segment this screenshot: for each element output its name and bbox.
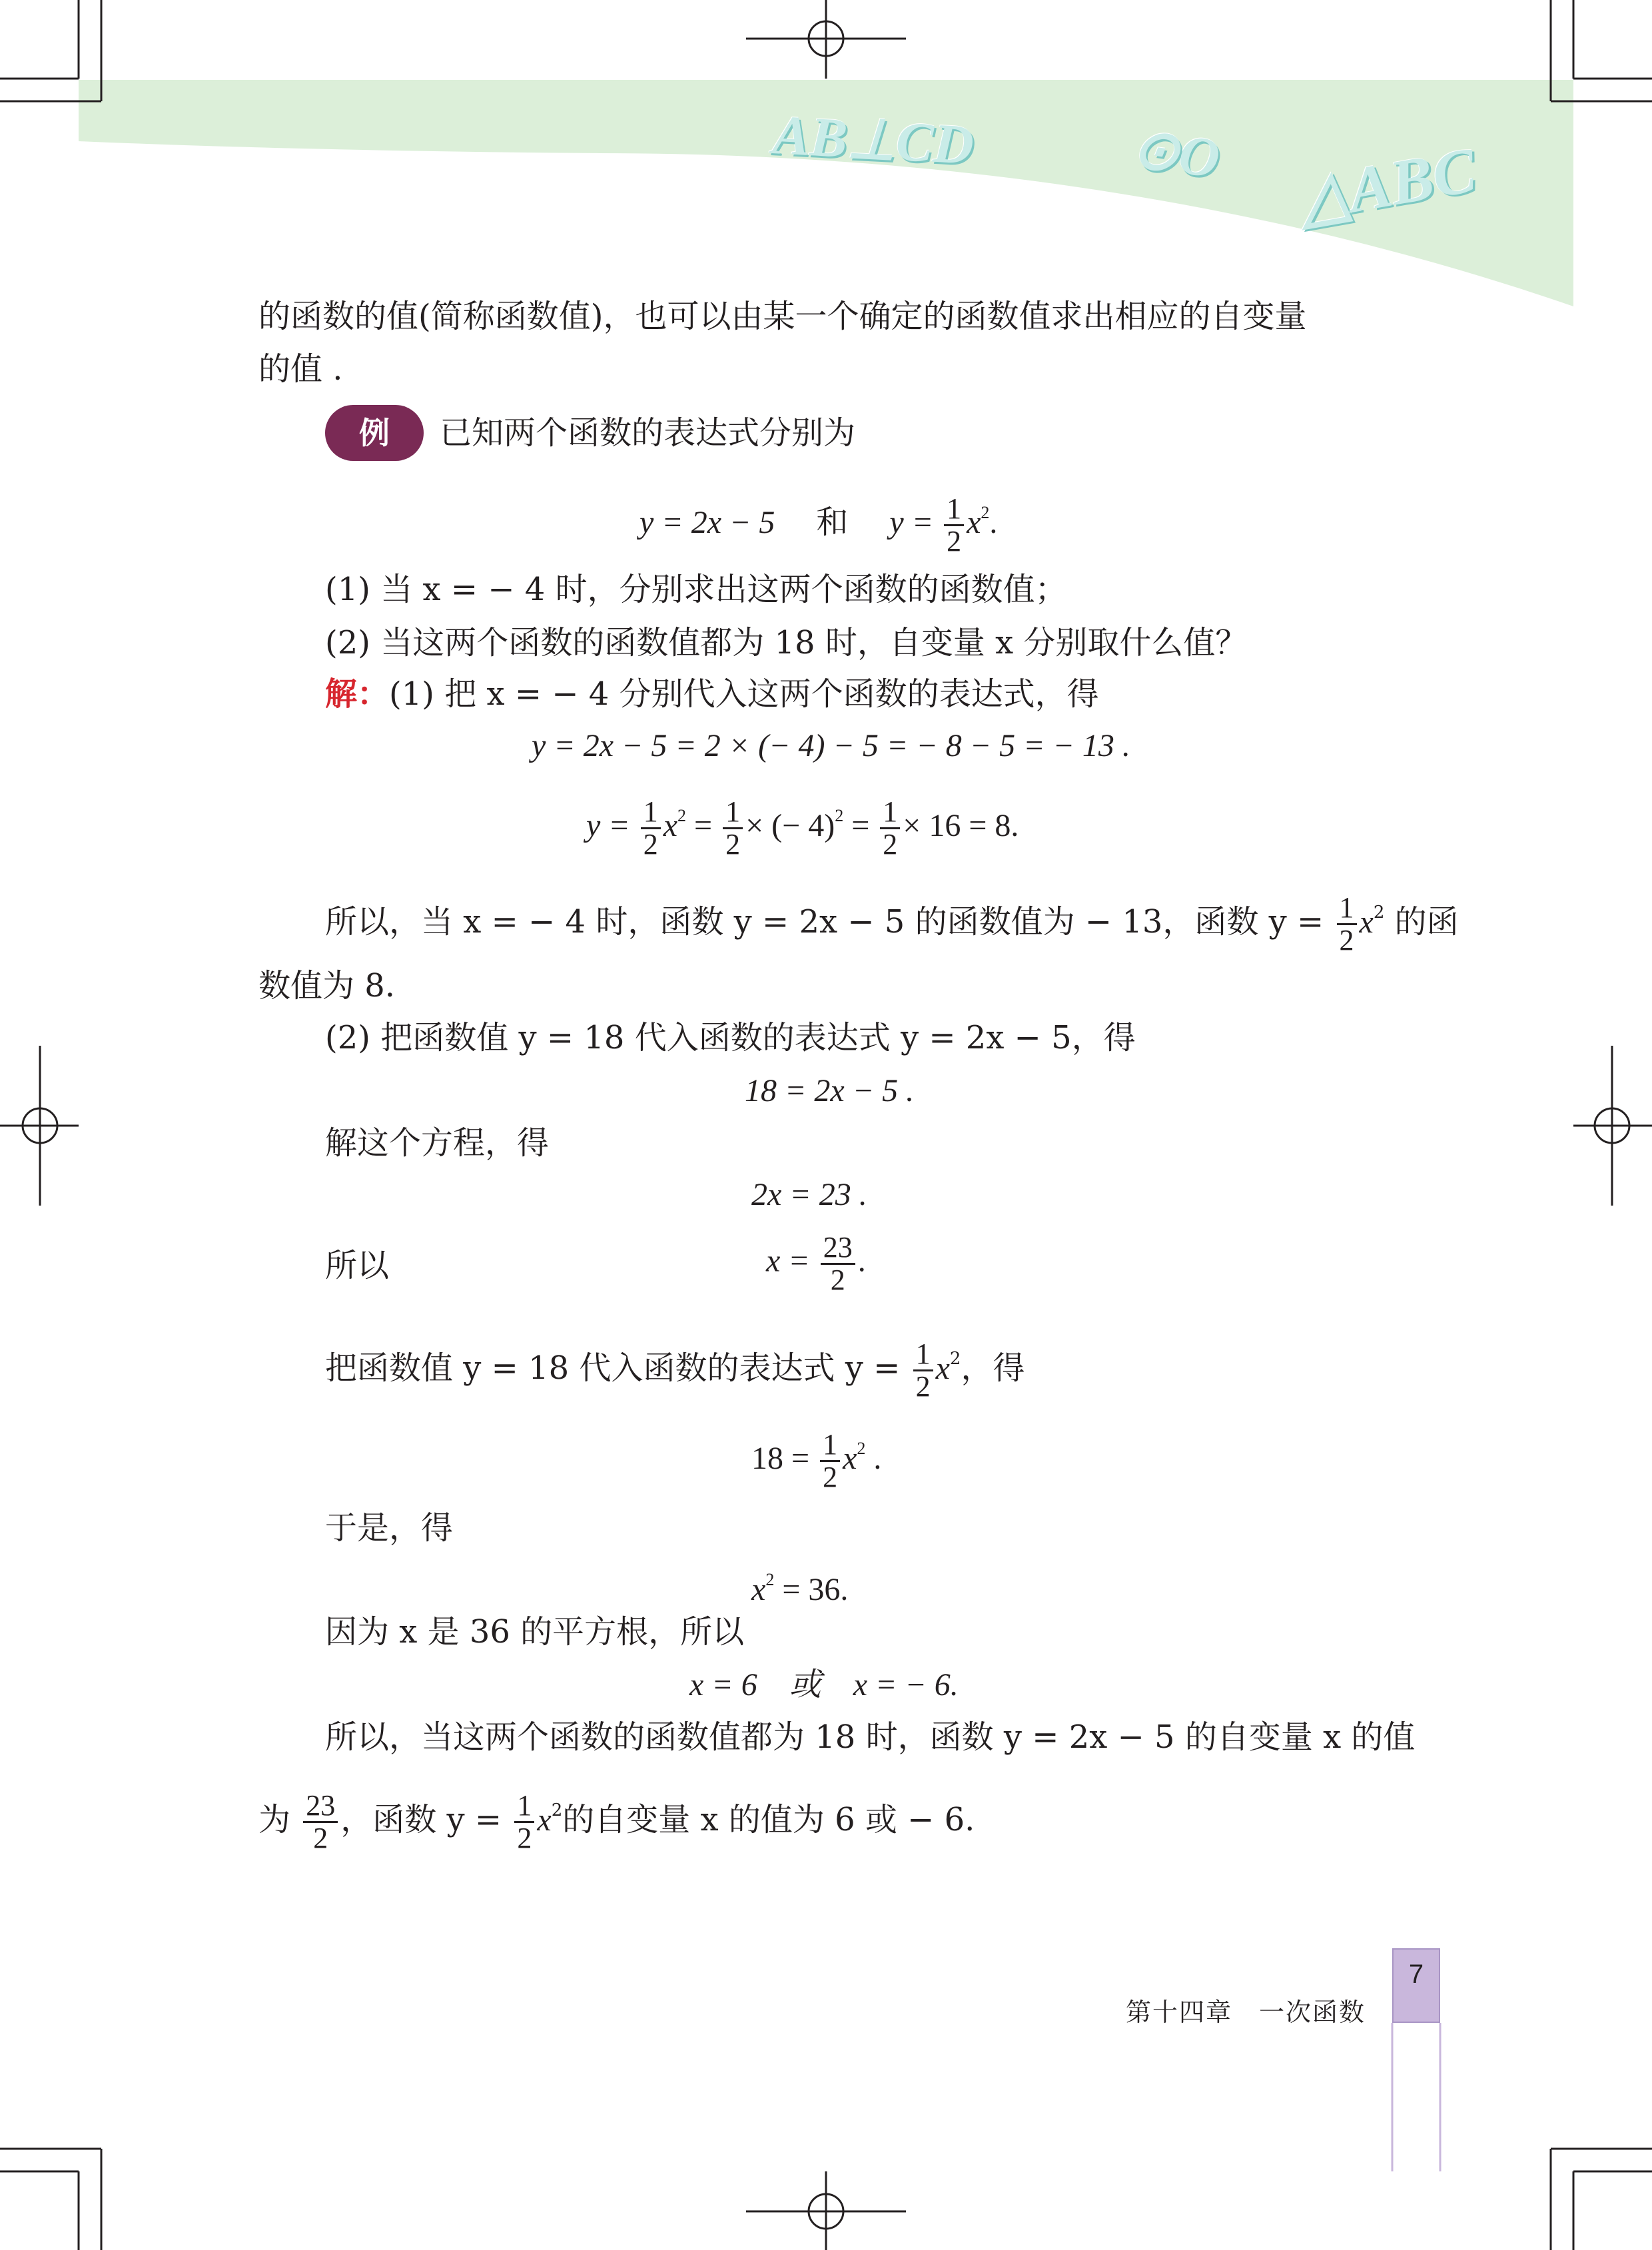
numerator: 1 — [723, 797, 743, 829]
equation-4 — [751, 1560, 848, 1610]
calc-linear: y = 2x − 5 = 2 × (− 4) − 5 = − 8 − 5 = − 13 . — [532, 728, 1130, 763]
question-2: (2) 当这两个函数的函数值都为 18 时，自变量 x 分别取什么值？ — [325, 624, 1248, 661]
conclusion-1-tail: 的函 — [1394, 903, 1459, 940]
solution-step-2: (2) 把函数值 y = 18 代入函数的表达式 y = 2x − 5，得 — [325, 1019, 1136, 1056]
intro-line-1: 的函数的值(简称函数值)，也可以由某一个确定的函数值求出相应的自变量 — [258, 298, 1307, 335]
substitute-text: 把函数值 y = 18 代入函数的表达式 y = — [325, 1349, 901, 1387]
question-1: (1) 当 x = − 4 时，分别求出这两个函数的函数值； — [325, 571, 1067, 608]
numerator: 1 — [820, 1429, 840, 1462]
fraction-half — [723, 797, 743, 860]
exponent: 2 — [765, 1570, 775, 1589]
denominator: 2 — [830, 1264, 845, 1296]
fraction-half — [880, 797, 900, 860]
denominator: 2 — [313, 1822, 328, 1854]
deco-triangle: △ABC — [1294, 133, 1481, 235]
function-definitions: y = 2x − 5 和 y = $\frac{1}{2}$ $x^2$. — [639, 492, 998, 558]
fraction-23-2 — [303, 1790, 338, 1854]
exponent: 2 — [857, 1439, 866, 1458]
equation-3: 18 = $\frac{1}{2}$ $x^2$ . — [751, 1428, 882, 1494]
then-text: 于是，得 — [325, 1509, 454, 1547]
denominator: 2 — [517, 1822, 532, 1854]
y-equals: y = — [586, 808, 630, 843]
x-var: x — [967, 505, 981, 540]
numerator: 1 — [913, 1339, 933, 1371]
fraction-half — [514, 1790, 534, 1854]
final-conclusion-continued — [258, 1790, 975, 1854]
because-text: 因为 x 是 36 的平方根，所以 — [325, 1613, 745, 1651]
fraction-half — [944, 494, 964, 557]
substitute-quadratic — [325, 1339, 1025, 1402]
solve-text: 解这个方程，得 — [325, 1124, 550, 1162]
func-a: y = 2x − 5 — [639, 505, 775, 540]
numerator: 1 — [514, 1790, 534, 1823]
x-equals: x = — [766, 1243, 810, 1279]
numerator: 23 — [821, 1232, 855, 1265]
equation-1: 18 = 2x − 5 . — [745, 1073, 915, 1108]
x-var: x — [537, 1802, 552, 1838]
x-result: x = $\frac{23}{2}$ . — [766, 1231, 866, 1296]
conclusion-1-text: 所以，当 x = − 4 时，函数 y = 2x − 5 的函数值为 − 13，函数 y = — [325, 903, 1324, 940]
final-d: 的自变量 x 的值为 6 或 − 6. — [562, 1801, 975, 1838]
denominator: 2 — [823, 1461, 838, 1494]
calc-quadratic: y = $\frac{1}{2}$ $x^2$ = $\frac{1}{2}$ × (− 4)$^2$ = $\frac{1}{2}$ × 16 = 8. — [586, 795, 1019, 861]
substitute-tail: ，得 — [961, 1349, 1025, 1387]
roots: x = 6 或 x = − 6. — [689, 1667, 959, 1702]
solution-step-1-text: (1) 把 x = − 4 分别代入这两个函数的表达式，得 — [389, 675, 1099, 713]
x-var: x — [843, 1441, 857, 1476]
exponent: 2 — [835, 806, 844, 825]
equals-36: = 36. — [782, 1572, 849, 1607]
func-join: 和 — [816, 504, 849, 541]
x-var: x — [935, 1351, 950, 1386]
conclusion-1-continued: 数值为 8. — [258, 967, 396, 1004]
final-b: 为 — [258, 1801, 291, 1838]
numerator: 1 — [641, 797, 661, 829]
conclusion-1 — [325, 893, 1459, 956]
denominator: 2 — [883, 828, 898, 861]
example-badge: 例 — [325, 405, 424, 461]
chapter-label: 第十四章 一次函数 — [1126, 1998, 1366, 2027]
deco-perpendicular: AB⊥CD — [771, 104, 976, 177]
exponent: 2 — [551, 1800, 563, 1820]
denominator: 2 — [915, 1370, 931, 1403]
fraction-half — [641, 797, 661, 860]
x-var: x — [1359, 905, 1374, 940]
fraction-23-2 — [821, 1232, 855, 1296]
numerator: 1 — [944, 494, 964, 526]
denominator: 2 — [643, 828, 658, 861]
fraction-half — [913, 1339, 933, 1402]
solution-step-1 — [325, 674, 1099, 714]
x-var: x — [663, 808, 678, 843]
denominator: 2 — [947, 525, 962, 558]
exponent: 2 — [981, 503, 990, 522]
numerator: 1 — [1337, 893, 1357, 925]
equation-2: 2x = 23 . — [751, 1177, 867, 1212]
y-equals: y = — [889, 505, 934, 540]
numerator: 1 — [880, 797, 900, 829]
solution-label: 解： — [325, 675, 390, 713]
exponent: 2 — [949, 1349, 961, 1369]
exponent: 2 — [1373, 903, 1385, 923]
so-text: 所以 — [325, 1247, 390, 1284]
fraction-half — [1337, 893, 1357, 956]
page-number: 7 — [1392, 1948, 1440, 2023]
exponent: 2 — [677, 806, 687, 825]
fraction-half — [820, 1429, 840, 1493]
example-text: 已知两个函数的表达式分别为 — [440, 414, 856, 452]
eighteen-equals: 18 = — [751, 1441, 810, 1476]
x-var: x — [751, 1572, 766, 1607]
intro-line-2: 的值 . — [258, 350, 343, 388]
denominator: 2 — [1339, 924, 1354, 956]
final-conclusion: 所以，当这两个函数的函数值都为 18 时，函数 y = 2x − 5 的自变量 x 的值 — [325, 1718, 1416, 1756]
deco-circle: ⊙O — [1128, 117, 1224, 190]
final-c: ，函数 y = — [340, 1801, 502, 1838]
times-neg4: × (− 4) — [745, 808, 835, 843]
times-16: × 16 = 8. — [903, 808, 1019, 843]
denominator: 2 — [725, 828, 741, 861]
numerator: 23 — [303, 1790, 338, 1823]
